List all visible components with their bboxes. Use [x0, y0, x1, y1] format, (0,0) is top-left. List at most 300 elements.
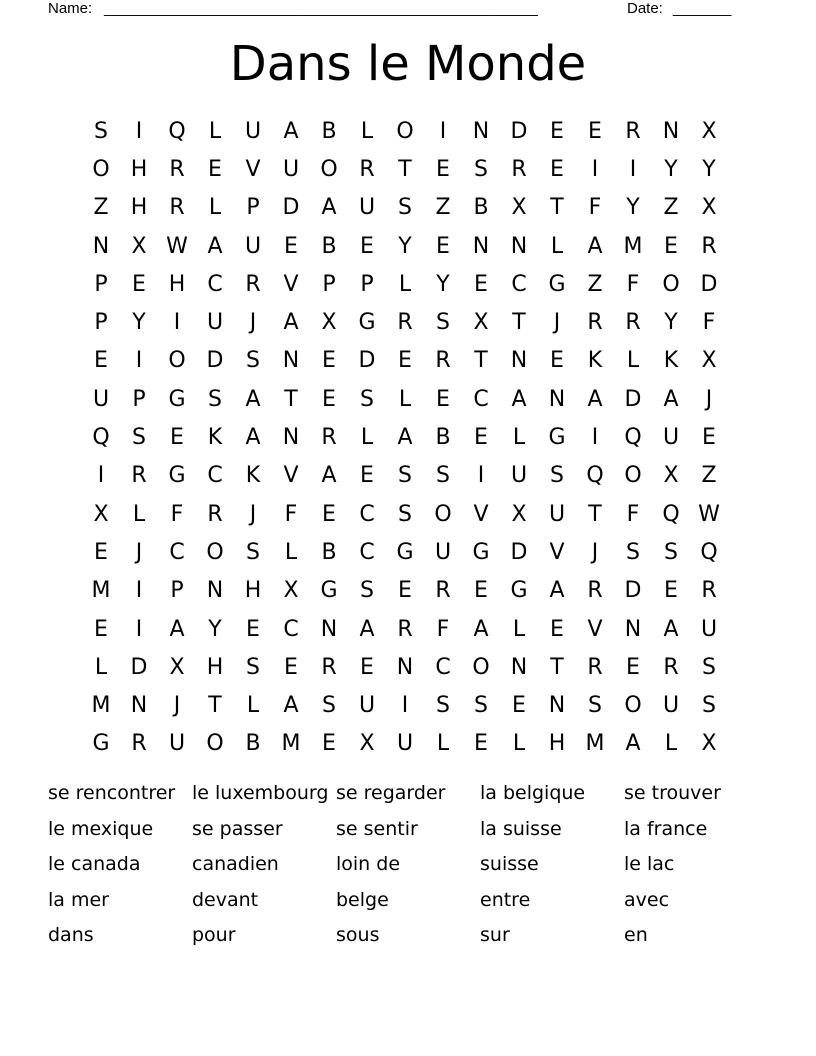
- grid-letter[interactable]: C: [435, 654, 451, 680]
- grid-letter[interactable]: L: [132, 501, 146, 527]
- grid-letter[interactable]: E: [550, 348, 564, 374]
- grid-letter[interactable]: O: [206, 731, 224, 757]
- grid-letter[interactable]: E: [322, 731, 336, 757]
- grid-letter[interactable]: I: [135, 578, 143, 604]
- grid-letter[interactable]: L: [436, 731, 450, 757]
- grid-letter[interactable]: P: [322, 271, 336, 297]
- grid-letter[interactable]: U: [510, 463, 528, 489]
- grid-letter[interactable]: L: [284, 539, 298, 565]
- grid-letter[interactable]: T: [550, 654, 564, 680]
- grid-letter[interactable]: P: [170, 578, 184, 604]
- grid-letter[interactable]: L: [208, 195, 222, 221]
- grid-letter[interactable]: H: [168, 271, 186, 297]
- grid-letter[interactable]: C: [473, 386, 489, 412]
- grid-letter[interactable]: Y: [626, 195, 640, 221]
- grid-letter[interactable]: Z: [701, 463, 717, 489]
- grid-letter[interactable]: L: [246, 693, 260, 719]
- grid-letter[interactable]: R: [435, 348, 451, 374]
- grid-letter[interactable]: Y: [208, 616, 222, 642]
- grid-letter[interactable]: O: [624, 463, 642, 489]
- grid-letter[interactable]: A: [663, 386, 679, 412]
- grid-letter[interactable]: C: [207, 271, 223, 297]
- grid-letter[interactable]: E: [322, 501, 336, 527]
- grid-letter[interactable]: J: [249, 501, 257, 527]
- grid-letter[interactable]: R: [511, 156, 527, 182]
- grid-letter[interactable]: R: [397, 616, 413, 642]
- grid-letter[interactable]: R: [321, 425, 337, 451]
- grid-letter[interactable]: M: [623, 233, 643, 259]
- grid-letter[interactable]: A: [473, 616, 489, 642]
- word-list-item: belge: [336, 888, 389, 911]
- grid-letter[interactable]: E: [284, 233, 298, 259]
- grid-letter[interactable]: E: [550, 118, 564, 144]
- grid-letter[interactable]: I: [401, 693, 409, 719]
- grid-letter[interactable]: I: [135, 348, 143, 374]
- grid-letter[interactable]: I: [97, 463, 105, 489]
- grid-letter[interactable]: I: [439, 118, 447, 144]
- grid-letter[interactable]: L: [550, 233, 564, 259]
- grid-letter[interactable]: A: [587, 386, 603, 412]
- grid-letter[interactable]: A: [587, 233, 603, 259]
- grid-letter[interactable]: V: [473, 501, 489, 527]
- grid-letter[interactable]: R: [321, 654, 337, 680]
- grid-letter[interactable]: E: [398, 348, 412, 374]
- grid-letter[interactable]: A: [663, 616, 679, 642]
- date-field[interactable]: _______: [673, 0, 732, 17]
- grid-letter[interactable]: M: [91, 693, 111, 719]
- grid-letter[interactable]: E: [664, 233, 678, 259]
- grid-letter[interactable]: K: [663, 348, 679, 374]
- grid-letter[interactable]: O: [92, 156, 110, 182]
- grid-letter[interactable]: J: [705, 386, 713, 412]
- grid-letter[interactable]: N: [472, 233, 490, 259]
- grid-letter[interactable]: S: [664, 539, 678, 565]
- word-list-item: pour: [192, 924, 236, 947]
- grid-letter[interactable]: E: [474, 578, 488, 604]
- grid-letter[interactable]: Q: [662, 501, 680, 527]
- grid-letter[interactable]: R: [625, 118, 641, 144]
- grid-letter[interactable]: O: [206, 539, 224, 565]
- grid-letter[interactable]: S: [246, 539, 260, 565]
- grid-letter[interactable]: N: [130, 693, 148, 719]
- grid-letter[interactable]: N: [472, 118, 490, 144]
- grid-letter[interactable]: F: [284, 501, 298, 527]
- grid-letter[interactable]: H: [130, 156, 148, 182]
- grid-letter[interactable]: K: [207, 425, 223, 451]
- grid-letter[interactable]: C: [169, 539, 185, 565]
- grid-letter[interactable]: F: [626, 271, 640, 297]
- grid-letter[interactable]: E: [512, 693, 526, 719]
- grid-letter[interactable]: X: [131, 233, 147, 259]
- grid-letter[interactable]: B: [473, 195, 489, 221]
- grid-letter[interactable]: S: [436, 310, 450, 336]
- grid-letter[interactable]: R: [587, 310, 603, 336]
- name-field[interactable]: ____________________________________________________: [104, 0, 538, 17]
- grid-letter[interactable]: X: [701, 348, 717, 374]
- grid-letter[interactable]: T: [398, 156, 412, 182]
- grid-letter[interactable]: U: [548, 501, 566, 527]
- grid-letter[interactable]: L: [664, 731, 678, 757]
- grid-letter[interactable]: E: [664, 578, 678, 604]
- grid-letter[interactable]: D: [510, 539, 528, 565]
- grid-letter[interactable]: S: [246, 654, 260, 680]
- grid-letter[interactable]: O: [396, 118, 414, 144]
- grid-letter[interactable]: V: [245, 156, 261, 182]
- grid-letter[interactable]: U: [358, 195, 376, 221]
- grid-letter[interactable]: O: [472, 654, 490, 680]
- grid-letter[interactable]: V: [587, 616, 603, 642]
- grid-letter[interactable]: G: [548, 425, 566, 451]
- grid-letter[interactable]: Q: [168, 118, 186, 144]
- grid-letter[interactable]: E: [360, 233, 374, 259]
- grid-letter[interactable]: Y: [664, 156, 678, 182]
- grid-letter[interactable]: T: [588, 501, 602, 527]
- grid-letter[interactable]: R: [169, 156, 185, 182]
- grid-letter[interactable]: G: [320, 578, 338, 604]
- grid-letter[interactable]: R: [359, 156, 375, 182]
- word-list-item: la belgique: [480, 782, 586, 804]
- grid-letter[interactable]: E: [360, 654, 374, 680]
- grid-letter[interactable]: U: [168, 731, 186, 757]
- grid-letter[interactable]: L: [398, 386, 412, 412]
- grid-letter[interactable]: G: [472, 539, 490, 565]
- grid-letter[interactable]: O: [168, 348, 186, 374]
- grid-letter[interactable]: B: [321, 233, 337, 259]
- grid-letter[interactable]: E: [94, 616, 108, 642]
- word-list-item: se regarder: [336, 782, 446, 804]
- grid-letter[interactable]: D: [624, 386, 642, 412]
- grid-letter[interactable]: S: [246, 348, 260, 374]
- grid-letter[interactable]: R: [587, 654, 603, 680]
- grid-letter[interactable]: S: [398, 463, 412, 489]
- grid-letter[interactable]: B: [435, 425, 451, 451]
- grid-letter[interactable]: S: [626, 539, 640, 565]
- grid-letter[interactable]: X: [701, 195, 717, 221]
- grid-letter[interactable]: M: [281, 731, 301, 757]
- grid-letter[interactable]: J: [249, 310, 257, 336]
- grid-letter[interactable]: G: [358, 310, 376, 336]
- grid-letter[interactable]: R: [131, 463, 147, 489]
- grid-letter[interactable]: L: [360, 118, 374, 144]
- grid-letter[interactable]: T: [284, 386, 298, 412]
- grid-letter[interactable]: T: [550, 195, 564, 221]
- grid-letter[interactable]: P: [360, 271, 374, 297]
- grid-letter[interactable]: Y: [702, 156, 716, 182]
- grid-letter[interactable]: H: [206, 654, 224, 680]
- grid-letter[interactable]: O: [434, 501, 452, 527]
- grid-letter[interactable]: E: [550, 156, 564, 182]
- grid-letter[interactable]: X: [321, 310, 337, 336]
- grid-letter[interactable]: R: [169, 195, 185, 221]
- grid-letter[interactable]: O: [662, 271, 680, 297]
- grid-letter[interactable]: C: [207, 463, 223, 489]
- grid-letter[interactable]: G: [168, 386, 186, 412]
- grid-letter[interactable]: E: [94, 348, 108, 374]
- grid-letter[interactable]: S: [322, 693, 336, 719]
- grid-letter[interactable]: W: [698, 501, 720, 527]
- grid-letter[interactable]: F: [436, 616, 450, 642]
- grid-letter[interactable]: R: [663, 654, 679, 680]
- grid-letter[interactable]: V: [283, 271, 299, 297]
- grid-letter[interactable]: U: [434, 539, 452, 565]
- grid-letter[interactable]: T: [512, 310, 526, 336]
- grid-letter[interactable]: O: [624, 693, 642, 719]
- grid-letter[interactable]: I: [591, 425, 599, 451]
- page-title: Dans le Monde: [229, 36, 587, 92]
- grid-letter[interactable]: A: [397, 425, 413, 451]
- grid-letter[interactable]: R: [397, 310, 413, 336]
- grid-letter[interactable]: S: [398, 501, 412, 527]
- header: [48, 0, 748, 20]
- grid-letter[interactable]: A: [245, 425, 261, 451]
- grid-letter[interactable]: I: [477, 463, 485, 489]
- grid-letter[interactable]: A: [169, 616, 185, 642]
- grid-letter[interactable]: E: [436, 156, 450, 182]
- grid-letter[interactable]: R: [625, 310, 641, 336]
- grid-letter[interactable]: N: [282, 425, 300, 451]
- grid-letter[interactable]: B: [321, 539, 337, 565]
- grid-letter[interactable]: J: [591, 539, 599, 565]
- grid-letter[interactable]: L: [512, 425, 526, 451]
- grid-letter[interactable]: Y: [664, 310, 678, 336]
- grid-letter[interactable]: L: [360, 425, 374, 451]
- grid-letter[interactable]: E: [436, 386, 450, 412]
- grid-letter[interactable]: D: [282, 195, 300, 221]
- grid-letter[interactable]: R: [587, 578, 603, 604]
- grid-letter[interactable]: G: [396, 539, 414, 565]
- grid-letter[interactable]: U: [358, 693, 376, 719]
- grid-letter[interactable]: R: [131, 731, 147, 757]
- grid-letter[interactable]: N: [282, 348, 300, 374]
- grid-letter[interactable]: C: [283, 616, 299, 642]
- grid-letter[interactable]: X: [169, 654, 185, 680]
- grid-letter[interactable]: U: [206, 310, 224, 336]
- grid-letter[interactable]: S: [474, 693, 488, 719]
- grid-letter[interactable]: J: [173, 693, 181, 719]
- grid-letter[interactable]: N: [548, 693, 566, 719]
- grid-letter[interactable]: E: [170, 425, 184, 451]
- grid-letter[interactable]: P: [94, 310, 108, 336]
- grid-letter[interactable]: L: [626, 348, 640, 374]
- grid-letter[interactable]: N: [662, 118, 680, 144]
- grid-letter[interactable]: E: [360, 463, 374, 489]
- grid-letter[interactable]: E: [474, 425, 488, 451]
- grid-letter[interactable]: S: [474, 156, 488, 182]
- grid-letter[interactable]: A: [321, 463, 337, 489]
- grid-letter[interactable]: B: [321, 118, 337, 144]
- grid-letter[interactable]: K: [587, 348, 603, 374]
- grid-letter[interactable]: Q: [700, 539, 718, 565]
- grid-letter[interactable]: S: [702, 693, 716, 719]
- grid-letter[interactable]: C: [511, 271, 527, 297]
- grid-letter[interactable]: S: [360, 386, 374, 412]
- grid-letter[interactable]: S: [208, 386, 222, 412]
- grid-letter[interactable]: C: [359, 501, 375, 527]
- grid-letter[interactable]: G: [92, 731, 110, 757]
- grid-letter[interactable]: M: [91, 578, 111, 604]
- grid-letter[interactable]: V: [549, 539, 565, 565]
- grid-letter[interactable]: E: [588, 118, 602, 144]
- grid-letter[interactable]: I: [135, 118, 143, 144]
- grid-letter[interactable]: H: [548, 731, 566, 757]
- grid-letter[interactable]: Z: [663, 195, 679, 221]
- grid-letter[interactable]: S: [360, 578, 374, 604]
- grid-letter[interactable]: E: [208, 156, 222, 182]
- grid-letter[interactable]: U: [244, 233, 262, 259]
- grid-letter[interactable]: E: [132, 271, 146, 297]
- grid-letter[interactable]: L: [208, 118, 222, 144]
- grid-letter[interactable]: A: [511, 386, 527, 412]
- grid-letter[interactable]: Z: [435, 195, 451, 221]
- word-list-item: loin de: [336, 853, 401, 876]
- grid-letter[interactable]: V: [283, 463, 299, 489]
- word-search-grid: [82, 112, 728, 763]
- grid-letter[interactable]: L: [398, 271, 412, 297]
- grid-letter[interactable]: S: [588, 693, 602, 719]
- grid-letter[interactable]: D: [510, 118, 528, 144]
- grid-letter[interactable]: F: [702, 310, 716, 336]
- grid-letter[interactable]: U: [662, 425, 680, 451]
- grid-letter[interactable]: X: [701, 118, 717, 144]
- grid-letter[interactable]: E: [398, 578, 412, 604]
- grid-letter[interactable]: Q: [92, 425, 110, 451]
- grid-letter[interactable]: N: [548, 386, 566, 412]
- grid-letter[interactable]: P: [94, 271, 108, 297]
- grid-letter[interactable]: X: [511, 195, 527, 221]
- grid-letter[interactable]: C: [359, 539, 375, 565]
- grid-letter[interactable]: M: [585, 731, 605, 757]
- grid-letter[interactable]: R: [701, 233, 717, 259]
- grid-letter[interactable]: Y: [132, 310, 146, 336]
- grid-letter[interactable]: S: [132, 425, 146, 451]
- grid-letter[interactable]: S: [702, 654, 716, 680]
- grid-letter[interactable]: I: [629, 156, 637, 182]
- grid-letter[interactable]: X: [473, 310, 489, 336]
- grid-letter[interactable]: N: [510, 654, 528, 680]
- grid-letter[interactable]: I: [173, 310, 181, 336]
- grid-letter[interactable]: Z: [93, 195, 109, 221]
- grid-letter[interactable]: U: [662, 693, 680, 719]
- grid-letter[interactable]: S: [436, 463, 450, 489]
- grid-letter[interactable]: N: [510, 348, 528, 374]
- grid-letter[interactable]: Y: [398, 233, 412, 259]
- grid-letter[interactable]: L: [512, 616, 526, 642]
- grid-letter[interactable]: J: [553, 310, 561, 336]
- grid-letter[interactable]: A: [321, 195, 337, 221]
- grid-letter[interactable]: H: [130, 195, 148, 221]
- grid-letter[interactable]: E: [474, 271, 488, 297]
- grid-letter[interactable]: S: [94, 118, 108, 144]
- grid-letter[interactable]: F: [588, 195, 602, 221]
- grid-letter[interactable]: S: [436, 693, 450, 719]
- grid-letter[interactable]: A: [283, 693, 299, 719]
- grid-letter[interactable]: O: [320, 156, 338, 182]
- grid-letter[interactable]: E: [436, 233, 450, 259]
- grid-letter[interactable]: E: [94, 539, 108, 565]
- grid-letter[interactable]: J: [135, 539, 143, 565]
- grid-letter[interactable]: U: [396, 731, 414, 757]
- grid-letter[interactable]: A: [625, 731, 641, 757]
- grid-letter[interactable]: N: [624, 616, 642, 642]
- grid-letter[interactable]: I: [591, 156, 599, 182]
- grid-letter[interactable]: A: [359, 616, 375, 642]
- grid-letter[interactable]: X: [283, 578, 299, 604]
- grid-letter[interactable]: F: [626, 501, 640, 527]
- grid-letter[interactable]: P: [246, 195, 260, 221]
- grid-letter[interactable]: D: [358, 348, 376, 374]
- grid-letter[interactable]: X: [359, 731, 375, 757]
- grid-letter[interactable]: N: [396, 654, 414, 680]
- grid-letter[interactable]: A: [207, 233, 223, 259]
- grid-letter[interactable]: W: [166, 233, 188, 259]
- grid-letter[interactable]: E: [474, 731, 488, 757]
- grid-letter[interactable]: R: [245, 271, 261, 297]
- grid-letter[interactable]: X: [663, 463, 679, 489]
- grid-letter[interactable]: S: [550, 463, 564, 489]
- grid-letter[interactable]: G: [168, 463, 186, 489]
- grid-letter[interactable]: D: [700, 271, 718, 297]
- grid-letter[interactable]: Q: [586, 463, 604, 489]
- grid-letter[interactable]: L: [512, 731, 526, 757]
- grid-letter[interactable]: N: [206, 578, 224, 604]
- grid-letter[interactable]: R: [207, 501, 223, 527]
- grid-letter[interactable]: N: [510, 233, 528, 259]
- grid-letter[interactable]: I: [135, 616, 143, 642]
- grid-letter[interactable]: A: [549, 578, 565, 604]
- grid-letter[interactable]: R: [435, 578, 451, 604]
- grid-letter[interactable]: U: [282, 156, 300, 182]
- grid-letter[interactable]: E: [626, 654, 640, 680]
- grid-letter[interactable]: X: [701, 731, 717, 757]
- grid-letter[interactable]: D: [206, 348, 224, 374]
- grid-letter[interactable]: T: [474, 348, 488, 374]
- grid-letter[interactable]: A: [245, 386, 261, 412]
- grid-letter[interactable]: R: [701, 578, 717, 604]
- grid-letter[interactable]: Z: [587, 271, 603, 297]
- grid-letter[interactable]: D: [624, 578, 642, 604]
- grid-letter[interactable]: G: [548, 271, 566, 297]
- grid-letter[interactable]: G: [510, 578, 528, 604]
- grid-letter[interactable]: Q: [624, 425, 642, 451]
- grid-letter[interactable]: L: [94, 654, 108, 680]
- grid-letter[interactable]: T: [208, 693, 222, 719]
- grid-letter[interactable]: U: [244, 118, 262, 144]
- word-list-item: le mexique: [48, 817, 154, 840]
- grid-letter[interactable]: U: [700, 616, 718, 642]
- grid-letter[interactable]: B: [245, 731, 261, 757]
- grid-letter[interactable]: Y: [436, 271, 450, 297]
- grid-letter[interactable]: A: [283, 118, 299, 144]
- grid-letter[interactable]: E: [284, 654, 298, 680]
- grid-letter[interactable]: E: [550, 616, 564, 642]
- grid-letter[interactable]: E: [322, 386, 336, 412]
- grid-letter[interactable]: S: [398, 195, 412, 221]
- grid-letter[interactable]: X: [93, 501, 109, 527]
- grid-letter[interactable]: P: [132, 386, 146, 412]
- grid-letter[interactable]: K: [245, 463, 261, 489]
- grid-letter[interactable]: N: [320, 616, 338, 642]
- grid-letter[interactable]: E: [246, 616, 260, 642]
- grid-letter[interactable]: E: [322, 348, 336, 374]
- grid-letter[interactable]: E: [702, 425, 716, 451]
- grid-letter[interactable]: F: [170, 501, 184, 527]
- grid-letter[interactable]: D: [130, 654, 148, 680]
- grid-letter[interactable]: N: [92, 233, 110, 259]
- grid-letter[interactable]: U: [92, 386, 110, 412]
- grid-letter[interactable]: X: [511, 501, 527, 527]
- grid-letter[interactable]: A: [283, 310, 299, 336]
- grid-letter[interactable]: H: [244, 578, 262, 604]
